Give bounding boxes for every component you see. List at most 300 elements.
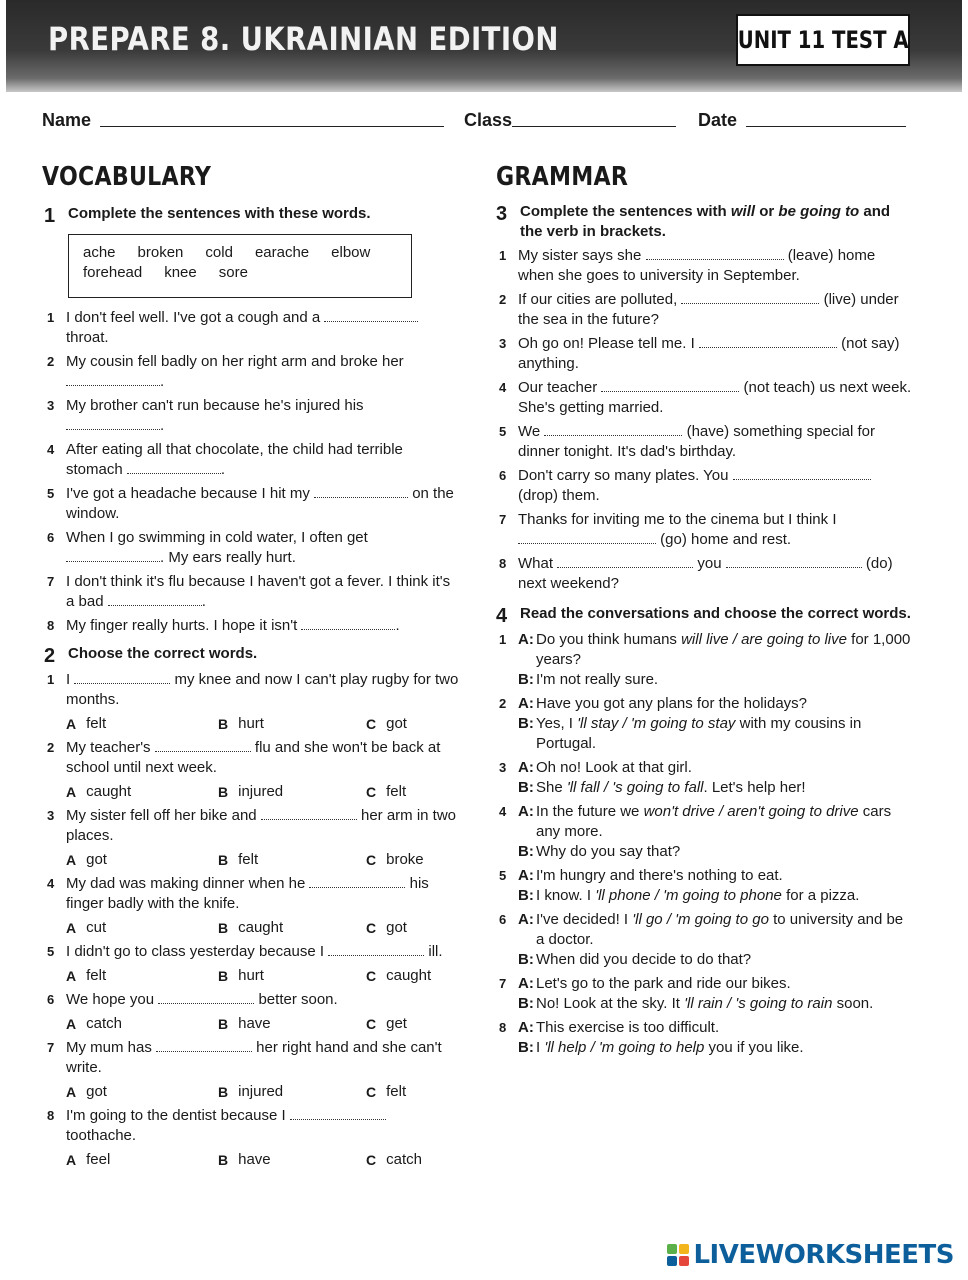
list-item <box>44 616 460 636</box>
option-a[interactable] <box>66 714 218 734</box>
option-text: catch <box>386 1151 422 1168</box>
list-item <box>44 352 460 392</box>
conversation-text <box>536 714 914 754</box>
choice-question <box>44 738 460 802</box>
option-row <box>66 1082 460 1102</box>
speaker-label: B: <box>518 843 534 860</box>
text-part: I'm hungry and there's nothing to eat. <box>536 867 783 884</box>
exercise-2-heading <box>44 644 460 666</box>
list-item <box>44 738 460 778</box>
exercise-number: 1 <box>44 205 56 227</box>
choice-question <box>44 670 460 734</box>
text-part: Oh no! Look at that girl. <box>536 759 692 776</box>
option-b[interactable] <box>218 1082 366 1102</box>
choice-question <box>44 806 460 870</box>
item-number: 3 <box>47 398 55 413</box>
item-text-after: my knee and now I can't play rugby for two months. <box>66 671 459 708</box>
conversation-text <box>536 1038 914 1058</box>
answer-blank[interactable] <box>601 380 739 392</box>
conversation-text <box>536 974 914 994</box>
option-b[interactable] <box>218 918 366 938</box>
item-number: 6 <box>47 530 55 545</box>
option-letter: A <box>66 784 77 800</box>
choice-words[interactable]: 'll help / 'm going to help <box>544 1039 705 1056</box>
option-text: caught <box>386 967 432 984</box>
conversation-line-a <box>496 758 914 778</box>
item-number-spacer <box>496 886 518 906</box>
text-part: Yes, I <box>536 715 578 732</box>
option-a[interactable] <box>66 850 218 870</box>
item-number: 7 <box>47 574 55 589</box>
item-number: 8 <box>499 1020 507 1035</box>
conversation-text <box>536 778 914 798</box>
item-text <box>66 616 460 636</box>
conversation-text <box>536 670 914 690</box>
speaker-label: B: <box>518 779 534 796</box>
item-text <box>66 1038 460 1078</box>
text-part: I've decided! I <box>536 911 633 928</box>
answer-blank[interactable] <box>544 424 682 436</box>
option-text: felt <box>86 967 107 984</box>
conversation-line-b <box>496 778 914 798</box>
answer-blank[interactable] <box>158 992 254 1004</box>
option-b[interactable] <box>218 1150 366 1170</box>
item-number: 1 <box>499 248 507 263</box>
option-row <box>66 966 460 986</box>
option-letter: B <box>218 784 229 800</box>
conversation-line-b <box>496 842 914 862</box>
item-text <box>518 422 914 462</box>
item-number: 4 <box>499 804 507 819</box>
option-letter: C <box>366 1084 377 1100</box>
header-banner <box>6 0 962 92</box>
item-number: 1 <box>47 672 55 687</box>
option-letter: B <box>218 716 229 732</box>
speaker-label: A: <box>518 631 534 648</box>
text-part: Let's go to the park and ride our bikes. <box>536 975 791 992</box>
choice-words[interactable]: 'll fall / 's going to fall <box>566 779 704 796</box>
word-bank-item: sore <box>218 264 248 281</box>
speaker-label: A: <box>518 759 534 776</box>
word-bank-item: elbow <box>331 244 371 261</box>
item-text-before: When I go swimming in cold water, I often get <box>66 529 368 546</box>
item-text <box>518 554 914 594</box>
conversation <box>496 1018 914 1058</box>
list-item <box>44 440 460 480</box>
exercise-instruction: Complete the sentences with these words. <box>68 205 371 222</box>
option-text: broke <box>386 851 424 868</box>
option-b[interactable] <box>218 966 366 986</box>
item-text-after: . <box>160 417 165 434</box>
list-item <box>44 990 460 1010</box>
text-part: No! Look at the sky. It <box>536 995 685 1012</box>
item-text-before: I <box>66 671 75 688</box>
choice-words[interactable]: 'll rain / 's going to rain <box>684 995 833 1012</box>
choice-question <box>44 1038 460 1102</box>
conversation-text <box>536 842 914 862</box>
option-a[interactable] <box>66 1150 218 1170</box>
item-text-before: I didn't go to class yesterday because I <box>66 943 329 960</box>
item-number: 7 <box>499 976 507 991</box>
conversation-text <box>536 630 914 670</box>
option-letter: A <box>66 920 77 936</box>
item-text <box>518 246 914 286</box>
exercise-2-items <box>44 670 460 1170</box>
word-bank <box>68 234 412 298</box>
option-a[interactable] <box>66 782 218 802</box>
item-text-before: My mum has <box>66 1039 157 1056</box>
option-text: hurt <box>238 967 264 984</box>
list-item <box>496 290 914 330</box>
answer-blank[interactable] <box>108 594 202 606</box>
option-c[interactable] <box>366 782 406 802</box>
conversation-line-a <box>496 1018 914 1038</box>
class-field[interactable] <box>512 126 676 127</box>
option-letter: C <box>366 920 377 936</box>
choice-question <box>44 874 460 938</box>
name-field[interactable] <box>100 126 444 127</box>
answer-blank[interactable] <box>66 418 160 430</box>
choice-words[interactable]: 'll stay / 'm going to stay <box>577 715 736 732</box>
option-text: catch <box>86 1015 122 1032</box>
exercise-instruction: Choose the correct words. <box>68 645 258 662</box>
item-text <box>66 874 460 914</box>
option-text: have <box>238 1151 271 1168</box>
logo-square <box>667 1244 677 1254</box>
item-text-after: (not say) anything. <box>518 335 900 372</box>
conversation-line-a <box>496 802 914 842</box>
item-text-before: My teacher's <box>66 739 155 756</box>
option-a[interactable] <box>66 1082 218 1102</box>
item-number: 5 <box>499 424 507 439</box>
answer-blank[interactable] <box>726 556 862 568</box>
instruction-part: Complete the sentences with <box>520 203 731 220</box>
item-text-before: My sister fell off her bike and <box>66 807 261 824</box>
exercise-number: 2 <box>44 645 56 667</box>
conversation-line-a <box>496 694 914 714</box>
list-item <box>44 572 460 612</box>
list-item <box>44 484 460 524</box>
option-letter: C <box>366 968 377 984</box>
text-part: soon. <box>832 995 874 1012</box>
item-number-spacer <box>496 994 518 1014</box>
speaker-label: B: <box>518 1039 534 1056</box>
answer-blank[interactable] <box>156 1040 252 1052</box>
item-text-after: . <box>220 461 226 478</box>
list-item <box>496 466 914 506</box>
item-number: 8 <box>499 556 507 571</box>
item-number-spacer <box>496 1038 518 1058</box>
answer-blank[interactable] <box>733 468 871 480</box>
list-item <box>44 1038 460 1078</box>
option-b[interactable] <box>218 782 366 802</box>
exercise-1-items <box>44 308 460 636</box>
item-number: 4 <box>47 876 55 891</box>
item-number: 3 <box>47 808 55 823</box>
option-letter: B <box>218 1084 229 1100</box>
option-a[interactable] <box>66 966 218 986</box>
conversation-line-b <box>496 886 914 906</box>
item-text-before: We <box>518 423 545 440</box>
item-text-before: Thanks for inviting me to the cinema but I think I <box>518 511 837 528</box>
text-part: for a pizza. <box>781 887 860 904</box>
option-text: cut <box>86 919 107 936</box>
choice-question <box>44 1106 460 1170</box>
vocabulary-heading: VOCABULARY <box>42 162 212 192</box>
option-letter: C <box>366 1016 377 1032</box>
item-text-before: My brother can't run because he's injured his <box>66 397 364 414</box>
date-label: Date <box>698 110 738 130</box>
item-text-after: (do) next weekend? <box>518 555 893 592</box>
item-number: 2 <box>499 696 507 711</box>
list-item <box>44 874 460 914</box>
option-text: got <box>386 715 407 732</box>
option-text: got <box>86 851 107 868</box>
item-number: 7 <box>47 1040 55 1055</box>
item-text-after: flu and she won't be back at school until next week. <box>66 739 441 776</box>
conversation-text <box>536 950 914 970</box>
conversation-text <box>536 866 914 886</box>
item-number: 2 <box>47 354 55 369</box>
answer-blank[interactable] <box>309 876 405 888</box>
speaker-label: B: <box>518 715 534 732</box>
exercise-3-items <box>496 246 914 594</box>
option-c[interactable] <box>366 850 424 870</box>
choice-words[interactable]: 'll phone / 'm going to phone <box>595 887 782 904</box>
option-c[interactable] <box>366 1014 407 1034</box>
answer-blank[interactable] <box>66 374 160 386</box>
item-text-after: . My ears really hurt. <box>160 549 296 566</box>
word-bank-row <box>83 243 397 263</box>
speaker-label: A: <box>518 803 534 820</box>
item-text <box>66 942 460 962</box>
option-b[interactable] <box>218 1014 366 1034</box>
option-c[interactable] <box>366 918 407 938</box>
list-item <box>496 334 914 374</box>
item-number: 4 <box>499 380 507 395</box>
conversation-line-b <box>496 950 914 970</box>
speaker-label: B: <box>518 671 534 688</box>
item-text <box>66 396 460 436</box>
choice-words[interactable]: will live / are going to live <box>681 631 847 648</box>
item-text-after: (go) home and rest. <box>656 531 792 548</box>
text-part: This exercise is too difficult. <box>536 1019 720 1036</box>
conversation-line-b <box>496 994 914 1014</box>
answer-blank[interactable] <box>681 292 819 304</box>
option-text: feel <box>86 1151 111 1168</box>
option-c[interactable] <box>366 1150 422 1170</box>
option-row <box>66 1014 460 1034</box>
text-part: to university and be a doctor. <box>536 911 904 948</box>
item-text-middle: you <box>693 555 726 572</box>
item-text-before: What <box>518 555 558 572</box>
logo-icon <box>667 1244 689 1266</box>
option-row <box>66 714 460 734</box>
item-number-spacer <box>496 842 518 862</box>
conversation <box>496 694 914 754</box>
item-text <box>66 990 460 1010</box>
answer-blank[interactable] <box>324 310 418 322</box>
option-letter: B <box>218 1152 229 1168</box>
item-number: 2 <box>47 740 55 755</box>
option-a[interactable] <box>66 1014 218 1034</box>
exercise-instruction: Read the conversations and choose the correct words. <box>520 605 911 622</box>
conversation-line-b <box>496 714 914 754</box>
item-number: 7 <box>499 512 507 527</box>
option-row <box>66 782 460 802</box>
item-text-before: We hope you <box>66 991 159 1008</box>
item-text <box>518 334 914 374</box>
item-text-before: Our teacher <box>518 379 602 396</box>
option-letter: A <box>66 1152 77 1168</box>
instruction-emphasis: be going to <box>778 203 860 220</box>
option-text: have <box>238 1015 271 1032</box>
item-number: 3 <box>499 760 507 775</box>
text-part: I'm not really sure. <box>536 671 659 688</box>
answer-blank[interactable] <box>646 248 784 260</box>
answer-blank[interactable] <box>127 462 221 474</box>
word-bank-item: ache <box>83 244 116 261</box>
grammar-column <box>496 202 914 1058</box>
exercise-number: 4 <box>496 605 508 627</box>
item-text-before: My sister says she <box>518 247 646 264</box>
option-c[interactable] <box>366 966 431 986</box>
unit-label: UNIT 11 TEST A <box>737 26 909 54</box>
item-number: 5 <box>499 868 507 883</box>
item-text <box>66 352 460 392</box>
book-title: PREPARE 8. UKRAINIAN EDITION <box>48 20 559 58</box>
option-c[interactable] <box>366 1082 406 1102</box>
answer-blank[interactable] <box>155 740 251 752</box>
item-text-after: her right hand and she can't write. <box>66 1039 442 1076</box>
option-text: got <box>386 919 407 936</box>
item-text-before: If our cities are polluted, <box>518 291 682 308</box>
choice-words[interactable]: won't drive / aren't going to drive <box>643 803 859 820</box>
answer-blank[interactable] <box>66 550 160 562</box>
conversation <box>496 974 914 1014</box>
conversation-text <box>536 886 914 906</box>
item-number: 5 <box>47 944 55 959</box>
item-text-after: (not teach) us next week. She's getting married. <box>518 379 912 416</box>
answer-blank[interactable] <box>518 532 656 544</box>
choice-question <box>44 942 460 986</box>
word-bank-item: earache <box>254 244 310 261</box>
speaker-label: A: <box>518 695 534 712</box>
item-text-before: I don't think it's flu because I haven't got a fever. I think it's a bad <box>66 573 451 610</box>
option-a[interactable] <box>66 918 218 938</box>
vocabulary-column <box>44 204 460 1170</box>
option-text: felt <box>86 715 107 732</box>
option-b[interactable] <box>218 714 366 734</box>
conversation-line-a <box>496 910 914 950</box>
answer-blank[interactable] <box>557 556 693 568</box>
item-number: 8 <box>47 618 55 633</box>
item-number: 4 <box>47 442 55 457</box>
list-item <box>44 1106 460 1146</box>
item-number-spacer <box>496 714 518 754</box>
option-row <box>66 918 460 938</box>
item-text <box>518 466 914 506</box>
list-item <box>496 246 914 286</box>
conversation-line-b <box>496 1038 914 1058</box>
conversation <box>496 802 914 862</box>
option-row <box>66 850 460 870</box>
option-letter: C <box>366 852 377 868</box>
option-b[interactable] <box>218 850 366 870</box>
option-letter: C <box>366 716 377 732</box>
item-number-spacer <box>496 778 518 798</box>
exercise-4-heading <box>496 604 914 626</box>
item-text-after: throat. <box>66 329 109 346</box>
text-part: cars any more. <box>536 803 892 840</box>
logo-square <box>679 1244 689 1254</box>
conversation <box>496 866 914 906</box>
text-part: for 1,000 years? <box>536 631 911 668</box>
answer-blank[interactable] <box>290 1108 386 1120</box>
option-c[interactable] <box>366 714 407 734</box>
item-text-after: . <box>160 373 165 390</box>
item-text-before: After eating all that chocolate, the child had terrible stomach <box>66 441 403 478</box>
item-text-after: . <box>395 617 400 634</box>
item-text-before: My finger really hurts. I hope it isn't <box>66 617 302 634</box>
item-text-after: ill. <box>424 943 443 960</box>
speaker-label: B: <box>518 995 534 1012</box>
word-bank-item: knee <box>164 264 197 281</box>
item-number-spacer <box>496 950 518 970</box>
option-letter: B <box>218 968 229 984</box>
item-number: 8 <box>47 1108 55 1123</box>
speaker-label: A: <box>518 911 534 928</box>
option-letter: B <box>218 852 229 868</box>
list-item <box>44 806 460 846</box>
item-number: 6 <box>499 468 507 483</box>
option-letter: C <box>366 784 377 800</box>
text-part: In the future we <box>536 803 644 820</box>
item-text-after: . <box>201 593 206 610</box>
text-part: When did you decide to do that? <box>536 951 752 968</box>
answer-blank[interactable] <box>699 336 837 348</box>
item-text-before: I've got a headache because I hit my <box>66 485 315 502</box>
conversation-text <box>536 758 914 778</box>
answer-blank[interactable] <box>301 618 395 630</box>
student-info-row <box>42 110 910 136</box>
exercise-4-items <box>496 630 914 1058</box>
item-text-after: (live) under the sea in the future? <box>518 291 899 328</box>
answer-blank[interactable] <box>74 672 170 684</box>
list-item <box>496 510 914 550</box>
option-letter: B <box>218 1016 229 1032</box>
answer-blank[interactable] <box>328 944 424 956</box>
conversation-text <box>536 694 914 714</box>
text-part: I know. I <box>536 887 596 904</box>
text-part: Why do you say that? <box>536 843 681 860</box>
item-text-before: I'm going to the dentist because I <box>66 1107 290 1124</box>
item-text-before: My dad was making dinner when he <box>66 875 310 892</box>
option-text: injured <box>238 783 284 800</box>
item-text-after: her arm in two places. <box>66 807 457 844</box>
answer-blank[interactable] <box>314 486 408 498</box>
item-number: 6 <box>499 912 507 927</box>
item-number: 2 <box>499 292 507 307</box>
list-item <box>44 670 460 710</box>
answer-blank[interactable] <box>261 808 357 820</box>
choice-words[interactable]: 'll go / 'm going to go <box>632 911 769 928</box>
conversation-line-a <box>496 866 914 886</box>
item-text-after: toothache. <box>66 1127 137 1144</box>
option-text: caught <box>86 783 132 800</box>
option-letter: B <box>218 920 229 936</box>
date-field[interactable] <box>746 126 906 127</box>
